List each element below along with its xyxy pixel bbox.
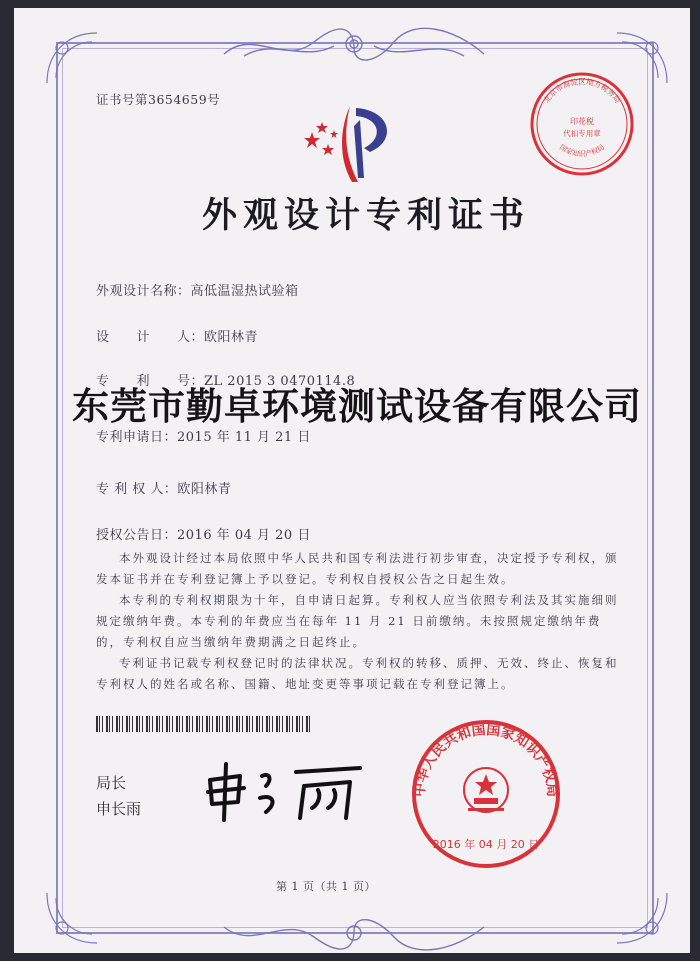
national-emblem-icon bbox=[464, 768, 508, 812]
tax-seal-inner1: 印花税 bbox=[570, 117, 594, 126]
barcode-bar bbox=[106, 716, 108, 732]
tax-seal-bottom-text: 国家知识产权局 bbox=[558, 143, 606, 159]
corner-ornament-br bbox=[612, 888, 672, 948]
barcode-bar bbox=[229, 716, 230, 732]
barcode-bar bbox=[262, 716, 263, 732]
barcode-bar bbox=[192, 716, 193, 732]
barcode-bar bbox=[276, 716, 278, 732]
certificate-page bbox=[14, 8, 690, 953]
barcode-bar bbox=[116, 716, 118, 732]
barcode-bar bbox=[286, 716, 288, 732]
barcode-bar bbox=[142, 716, 143, 732]
barcode-bar bbox=[269, 716, 270, 732]
barcode-bar bbox=[149, 716, 150, 732]
barcode-bar bbox=[199, 716, 200, 732]
field-patent-number: 专 利 号：ZL 2015 3 0470114.8 bbox=[96, 374, 356, 389]
barcode-bar bbox=[119, 716, 120, 732]
barcode-bar bbox=[256, 716, 258, 732]
corner-ornament-bl bbox=[42, 888, 102, 948]
tax-seal-inner2: 代扣专用章 bbox=[563, 129, 601, 138]
certificate-title: 外观设计专利证书 bbox=[202, 195, 531, 236]
barcode-bar bbox=[239, 716, 240, 732]
barcode-bar bbox=[292, 716, 293, 732]
top-ornament bbox=[214, 26, 494, 70]
signature-title: 局长 bbox=[96, 774, 127, 792]
barcode-bar bbox=[249, 716, 250, 732]
barcode-bar bbox=[182, 716, 183, 732]
barcode-bar bbox=[99, 716, 100, 732]
barcode-bar bbox=[102, 716, 103, 732]
barcode-bar bbox=[299, 716, 300, 732]
barcode-bar bbox=[226, 716, 228, 732]
barcode-bar bbox=[176, 716, 178, 732]
barcode-bar bbox=[126, 716, 128, 732]
barcode-bar bbox=[112, 716, 113, 732]
barcode-bar bbox=[186, 716, 188, 732]
barcode-bar bbox=[189, 716, 190, 732]
body-paragraph-2: 本专利的专利权期限为十年，自申请日起算。专利权人应当依照专利法及其实施细则规定缴纳年费。本专利的年费应当在每年 11 月 21 日前缴纳。未按照规定缴纳年费的，专利权自应当缴纳年费期满之日起终止。 bbox=[96, 593, 619, 649]
barcode-bar bbox=[246, 716, 248, 732]
barcode-bar bbox=[212, 716, 213, 732]
barcode-bar bbox=[296, 716, 298, 732]
barcode-bar bbox=[302, 716, 303, 732]
barcode-bar bbox=[162, 716, 163, 732]
seal-date: 2016 年 04 月 20 日 bbox=[432, 838, 540, 851]
barcode-bar bbox=[252, 716, 253, 732]
barcode-bar bbox=[96, 716, 98, 732]
barcode-bar bbox=[136, 716, 138, 732]
barcode-bar bbox=[169, 716, 170, 732]
field-design-name: 外观设计名称：高低温湿热试验箱 bbox=[96, 284, 299, 299]
barcode-bar bbox=[146, 716, 148, 732]
bottom-ornament bbox=[214, 913, 494, 953]
page-footer: 第 1 页（共 1 页） bbox=[276, 880, 376, 893]
field-patentee: 专 利 权 人：欧阳林青 bbox=[96, 482, 232, 497]
barcode-bar bbox=[232, 716, 233, 732]
tax-seal-stamp bbox=[526, 68, 638, 180]
body-paragraph-3: 专利证书记载专利权登记时的法律状况。专利权的转移、质押、无效、终止、恢复和专利权人的姓名或名称、国籍、地址变更等事项记载在专利登记簿上。 bbox=[96, 656, 619, 691]
barcode bbox=[96, 716, 312, 732]
barcode-bar bbox=[309, 716, 310, 732]
barcode-bar bbox=[272, 716, 273, 732]
barcode-bar bbox=[209, 716, 210, 732]
barcode-bar bbox=[156, 716, 158, 732]
barcode-bar bbox=[166, 716, 168, 732]
barcode-bar bbox=[179, 716, 180, 732]
barcode-bar bbox=[139, 716, 140, 732]
barcode-bar bbox=[159, 716, 160, 732]
barcode-bar bbox=[206, 716, 208, 732]
barcode-bar bbox=[172, 716, 173, 732]
barcode-bar bbox=[306, 716, 308, 732]
barcode-bar bbox=[122, 716, 123, 732]
barcode-bar bbox=[216, 716, 218, 732]
barcode-bar bbox=[279, 716, 280, 732]
cnipa-logo bbox=[298, 100, 408, 186]
signature-name: 申长雨 bbox=[96, 800, 142, 818]
barcode-bar bbox=[219, 716, 220, 732]
barcode-bar bbox=[132, 716, 133, 732]
corner-ornament-tl bbox=[42, 28, 102, 88]
field-designer: 设 计 人：欧阳林青 bbox=[96, 330, 259, 345]
barcode-bar bbox=[282, 716, 283, 732]
tax-seal-arc-text: 北京市海淀区地方税务局 bbox=[541, 77, 623, 105]
field-grant-date: 授权公告日：2016 年 04 月 20 日 bbox=[96, 528, 311, 543]
barcode-bar bbox=[202, 716, 203, 732]
company-watermark: 东莞市勤卓环境测试设备有限公司 bbox=[72, 385, 642, 428]
barcode-bar bbox=[152, 716, 153, 732]
barcode-bar bbox=[196, 716, 198, 732]
seal-arc-text: 中华人民共和国国家知识产权局 bbox=[411, 722, 561, 798]
field-filing-date: 专利申请日：2015 年 11 月 21 日 bbox=[96, 430, 311, 445]
handwritten-signature bbox=[200, 758, 370, 828]
barcode-bar bbox=[242, 716, 243, 732]
barcode-bar bbox=[266, 716, 268, 732]
barcode-bar bbox=[109, 716, 110, 732]
barcode-bar bbox=[259, 716, 260, 732]
barcode-bar bbox=[222, 716, 223, 732]
barcode-bar bbox=[289, 716, 290, 732]
cnipa-official-seal bbox=[408, 716, 564, 872]
certificate-body bbox=[96, 548, 622, 695]
barcode-bar bbox=[129, 716, 130, 732]
barcode-bar bbox=[236, 716, 238, 732]
body-paragraph-1: 本外观设计经过本局依照中华人民共和国专利法进行初步审查，决定授予专利权，颁发本证书并在专利登记簿上予以登记。专利权自授权公告之日起生效。 bbox=[96, 551, 619, 586]
certificate-number: 证书号第3654659号 bbox=[96, 92, 221, 107]
